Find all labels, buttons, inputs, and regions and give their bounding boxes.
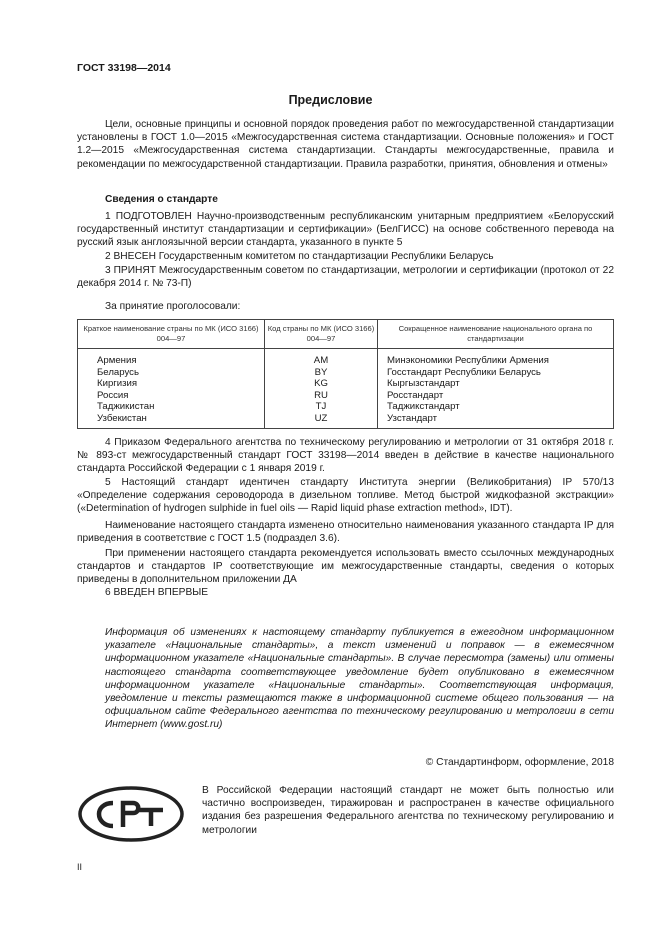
code-cell: RU <box>265 390 378 402</box>
reproduction-notice: В Российской Федерации настоящий стандарт не может быть полностью или частично воспроизведен, тиражирован и распространен в качестве официального издания без разрешения Федерального агентства по техническому регулированию и метрологии <box>202 785 614 836</box>
body-cell: Госстандарт Республики Беларусь <box>378 367 614 379</box>
code-cell: BY <box>265 367 378 379</box>
document-code: ГОСТ 33198—2014 <box>77 62 171 74</box>
code-cell: TJ <box>265 401 378 413</box>
page-title: Предисловие <box>288 93 373 107</box>
table-row <box>78 390 614 402</box>
item-5: 5 Настоящий стандарт идентичен стандарту Института энергии (Великобритания) IP 570/13 «Определение содержания сероводорода в дизельном топливе. Метод быстрой жидкофазной экстракции» («Determination of hydrogen sulphide in fuel oils — Rapid liquid phase extraction method», IDT). <box>77 477 614 515</box>
changes-info: Информация об изменениях к настоящему стандарту публикуется в ежегодном информационном указателе «Национальные стандарты», а текст изменений и поправок — в ежемесячном информационном указателе «Национальные стандарты». В случае пересмотра (замены) или отмены настоящего стандарта соответствующее уведомление будет опубликовано в ежемесячном информационном указателе «Национальные стандарты». Соответствующая информация, уведомление и тексты размещаются также в информационной системе общего пользования — на официальном сайте Федерального агентства по техническому регулированию и метрологии в сети Интернет (www.gost.ru) <box>105 627 614 731</box>
body-cell: Кыргызстандарт <box>378 378 614 390</box>
column-header-country: Краткое наименование страны по МК (ИСО 3166) 004—97 <box>78 320 265 349</box>
item-3: 3 ПРИНЯТ Межгосударственным советом по стандартизации, метрологии и сертификации (протокол от 22 декабря 2014 г. № 73-П) <box>77 265 614 290</box>
country-cell: Беларусь <box>78 367 265 379</box>
item-1: 1 ПОДГОТОВЛЕН Научно-производственным республиканским унитарным предприятием «Белорусский государственный институт стандартизации и сертификации» (БелГИСС) на основе собственного перевода на русский язык англоязычной версии стандарта, указанного в пункте 5 <box>77 211 614 249</box>
table-row <box>78 349 614 367</box>
code-cell: UZ <box>265 413 378 428</box>
table-header-row <box>78 320 614 349</box>
item-5-name-note: Наименование настоящего стандарта изменено относительно наименования указанного стандарта IP для приведения в соответствие с ГОСТ 1.5 (подраздел 3.6). <box>77 520 614 545</box>
item-2: 2 ВНЕСЕН Государственным комитетом по стандартизации Республики Беларусь <box>105 251 494 262</box>
country-cell: Россия <box>78 390 265 402</box>
item-6: 6 ВВЕДЕН ВПЕРВЫЕ <box>105 587 209 598</box>
item-4: 4 Приказом Федерального агентства по техническому регулированию и метрологии от 31 октября 2018 г. № 893-ст межгосударственный стандарт ГОСТ 33198—2014 введен в действие в качестве национального стандарта Российской Федерации с 1 января 2019 г. <box>77 437 614 475</box>
table-row <box>78 367 614 379</box>
country-cell: Таджикистан <box>78 401 265 413</box>
section-subtitle: Сведения о стандарте <box>105 194 218 205</box>
table-row <box>78 413 614 428</box>
body-cell: Таджикстандарт <box>378 401 614 413</box>
body-cell: Минэкономики Республики Армения <box>378 349 614 367</box>
vote-label: За принятие проголосовали: <box>105 301 241 312</box>
column-header-code: Код страны по МК (ИСО 3166) 004—97 <box>265 320 378 349</box>
country-cell: Киргизия <box>78 378 265 390</box>
gost-r-certification-logo-icon <box>77 785 185 848</box>
voting-table <box>77 319 614 429</box>
page-number: II <box>77 862 83 872</box>
country-cell: Армения <box>78 349 265 367</box>
table-row <box>78 401 614 413</box>
code-cell: KG <box>265 378 378 390</box>
country-cell: Узбекистан <box>78 413 265 428</box>
code-cell: AM <box>265 349 378 367</box>
body-cell: Росстандарт <box>378 390 614 402</box>
body-cell: Узстандарт <box>378 413 614 428</box>
intro-paragraph: Цели, основные принципы и основной порядок проведения работ по межгосударственной стандартизации установлены в ГОСТ 1.0—2015 «Межгосударственная система стандартизации. Основные положения» и ГОСТ 1.2—2015 «Межгосударственная система стандартизации. Стандарты межгосударственные, правила и рекомендации по межгосударственной стандартизации. Правила разработки, принятия, обновления и отмены» <box>77 119 614 170</box>
column-header-body: Сокращенное наименование национального органа по стандартизации <box>378 320 614 349</box>
table-row <box>78 378 614 390</box>
copyright-line: © Стандартинформ, оформление, 2018 <box>425 757 614 768</box>
item-5-references-note: При применении настоящего стандарта рекомендуется использовать вместо ссылочных международных стандартов и стандартов IP соответствующие им межгосударственные стандарты, сведения о которых приведены в дополнительном приложении ДА <box>77 548 614 586</box>
